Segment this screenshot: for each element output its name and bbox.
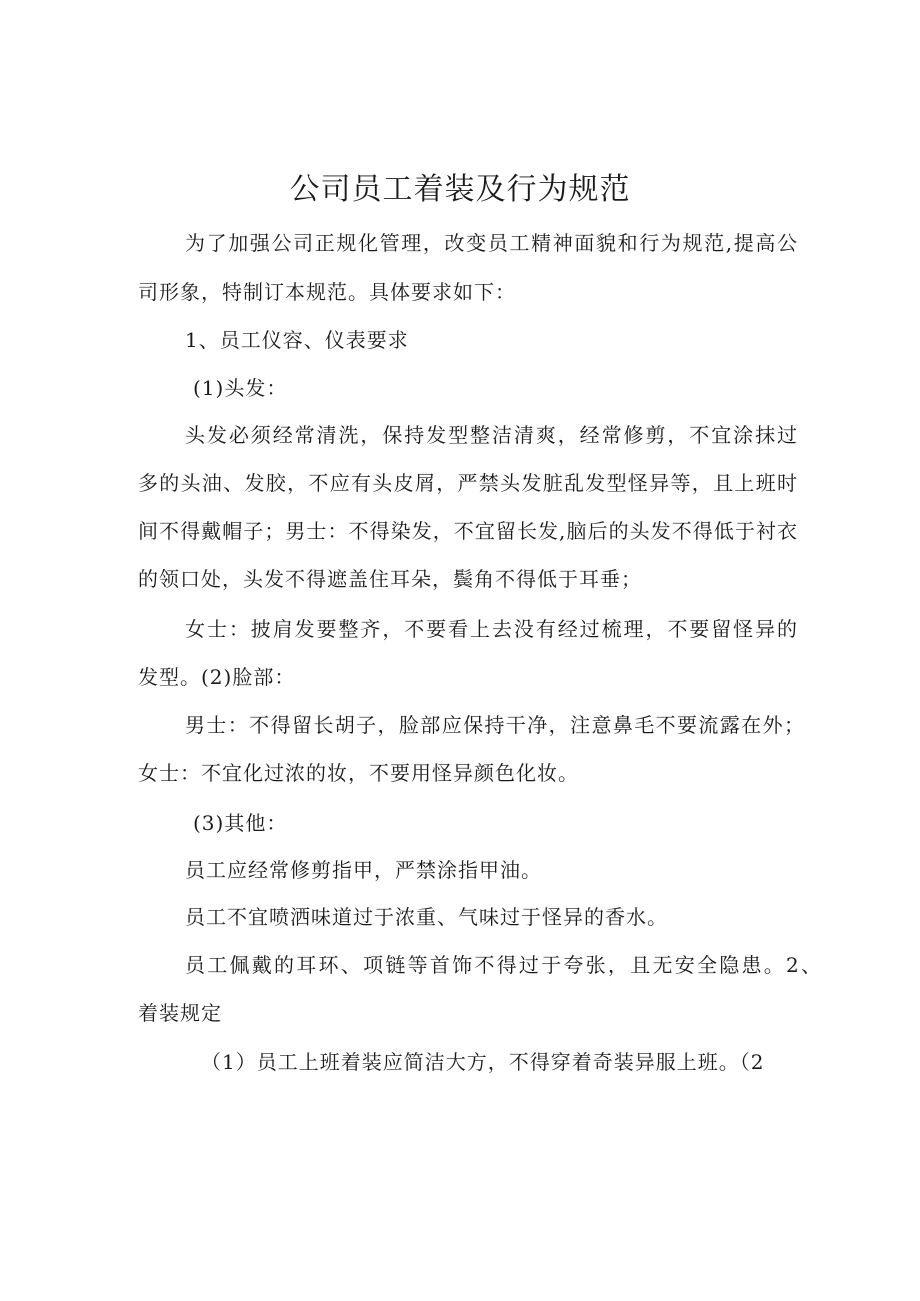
document-title: 公司员工着装及行为规范: [289, 172, 631, 207]
paragraph-line: 员工佩戴的耳环、项链等首饰不得过于夸张，且无安全隐患。2、: [185, 953, 822, 977]
paragraph-line: （1）员工上班着装应简洁大方，不得穿着奇装异服上班。（2: [201, 1050, 765, 1074]
paragraph-line: 间不得戴帽子；男士：不得染发，不宜留长发,脑后的头发不得低于衬衣: [138, 519, 798, 543]
paragraph-line: 女士：披肩发要整齐，不要看上去没有经过梳理，不要留怪异的: [185, 617, 798, 641]
subsection-heading: (1)头发：: [193, 376, 288, 400]
paragraph-line: 的领口处，头发不得遮盖住耳朵，鬓角不得低于耳垂；: [138, 567, 642, 591]
paragraph-line: 员工应经常修剪指甲，严禁涂指甲油。: [185, 858, 542, 882]
paragraph-line: 多的头油、发胶，不应有头皮屑，严禁头发脏乱发型怪异等，且上班时: [138, 471, 798, 495]
section-heading: 1、员工仪容、仪表要求: [185, 328, 409, 352]
paragraph-line: 司形象，特制订本规范。具体要求如下：: [138, 280, 516, 304]
paragraph-line: 为了加强公司正规化管理，改变员工精神面貌和行为规范,提高公: [185, 231, 798, 255]
paragraph-line: 员工不宜喷洒味道过于浓重、气味过于怪异的香水。: [185, 905, 668, 929]
paragraph-line: 头发必须经常清洗，保持发型整洁清爽，经常修剪，不宜涂抹过: [185, 423, 798, 447]
section-heading: 着装规定: [138, 1001, 222, 1025]
paragraph-line: 男士：不得留长胡子，脸部应保持干净，注意鼻毛不要流露在外；: [185, 713, 805, 737]
subsection-heading: (3)其他：: [193, 811, 288, 835]
paragraph-line: 女士：不宜化过浓的妆，不要用怪异颜色化妆。: [138, 761, 579, 785]
paragraph-line: 发型。(2)脸部：: [138, 665, 296, 689]
